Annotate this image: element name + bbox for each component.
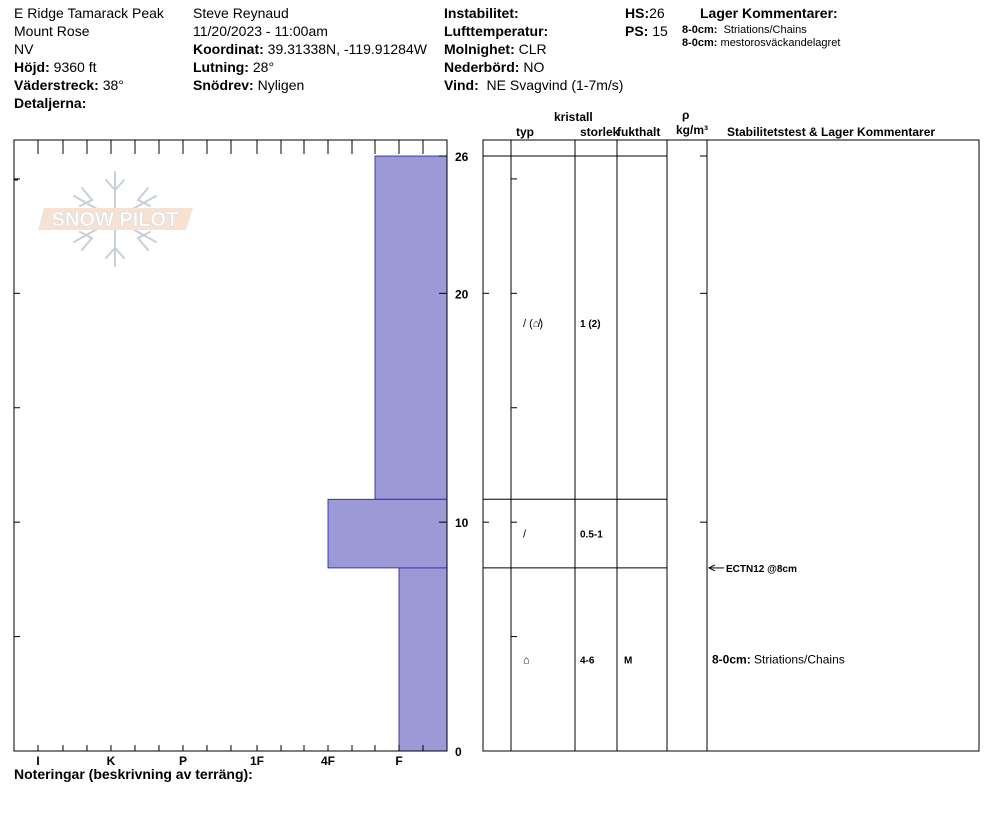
depth-label-10: 10 [455,516,469,531]
ps-value: 15 [652,23,668,39]
depth-label-20: 20 [455,287,469,302]
hardness-bar-2 [328,499,447,568]
grain-type-1: / (⌂̸) [523,318,544,331]
col-crystal-heading: kristall [554,110,593,124]
observation-datetime: 11/20/2023 - 11:00am [193,23,328,39]
sky-label: Molnighet: [444,41,515,57]
wind-label: Vind: [444,77,479,93]
precip-label: Nederbörd: [444,59,520,75]
slope-label: Lutning: [193,59,249,75]
layer-comment-2-depth: 8-0cm: [682,37,718,49]
stability-test-1: ECTN12 @8cm [726,563,797,575]
sky-value: CLR [518,41,547,57]
layer-comment-2-text: mestorosväckandelagret [720,37,841,49]
instability-label: Instabilitet: [444,5,519,21]
aspect-label: Väderstreck: [14,77,99,93]
col-stability-heading: Stabilitetstest & Lager Kommentarer [727,125,936,139]
hardness-bar-1 [375,156,447,499]
observer-name: Steve Reynaud [193,5,289,21]
layer-comment-depth: 8-0cm: [712,652,755,667]
layer-comment-1-text: Striations/Chains [723,24,807,36]
col-density-unit: kg/m³ [676,123,709,137]
layer-comments-title: Lager Kommentarer: [700,5,838,21]
hs-value: 26 [649,5,665,21]
hs-label: HS: [625,5,650,21]
site-name: E Ridge Tamarack Peak [14,5,164,21]
grain-size-2: 0.5-1 [580,529,603,541]
hardness-label-1F: 1F [249,754,265,768]
details-label: Detaljerna: [14,95,87,111]
coordinate-value: 39.31338N, -119.91284W [267,41,427,57]
state-name: NV [14,41,34,57]
wind-value: NE Svagvind (1-7m/s) [486,77,624,93]
logo-text: SNOW PILOT [51,209,179,231]
snowpilot-logo [38,172,193,266]
grain-size-3: 4-6 [580,655,595,667]
grain-type-3: ⌂ [523,654,530,667]
col-moisture-heading: fukthalt [617,125,661,139]
col-rho-heading: ρ [682,108,690,122]
grain-type-2: / [523,528,527,541]
col-size-heading: storlek [580,125,620,139]
range-name: Mount Rose [14,23,90,39]
depth-label-0: 0 [455,745,462,759]
col-type-heading: typ [516,125,534,139]
aspect-value: 38° [102,77,124,93]
slope-value: 28° [252,59,275,75]
grain-size-1: 1 (2) [580,319,601,331]
layer-comment-row-1 [712,652,845,666]
hardness-label-P: P [178,754,188,768]
hardness-label-4F: 4F [320,754,336,768]
depth-label-26: 26 [455,150,469,165]
hardness-label-I: I [36,754,40,768]
drift-label: Snödrev: [193,77,254,93]
airtemp-label: Lufttemperatur: [444,23,549,39]
notes-label: Noteringar (beskrivning av terräng): [14,766,253,782]
moisture-3: M [624,655,633,667]
hardness-label-K: K [106,754,116,768]
coordinate-label: Koordinat: [193,41,264,57]
hardness-label-F: F [395,754,403,768]
layer-comment-1-depth: 8-0cm: [682,24,718,36]
layer-comment-text: Striations/Chains [754,652,845,667]
hardness-bar-3 [399,568,447,751]
drift-value: Nyligen [257,77,305,93]
elevation-value: 9360 ft [53,59,97,75]
precip-value: NO [523,59,545,75]
ps-label: PS: [625,23,649,39]
elevation-label: Höjd: [14,59,50,75]
